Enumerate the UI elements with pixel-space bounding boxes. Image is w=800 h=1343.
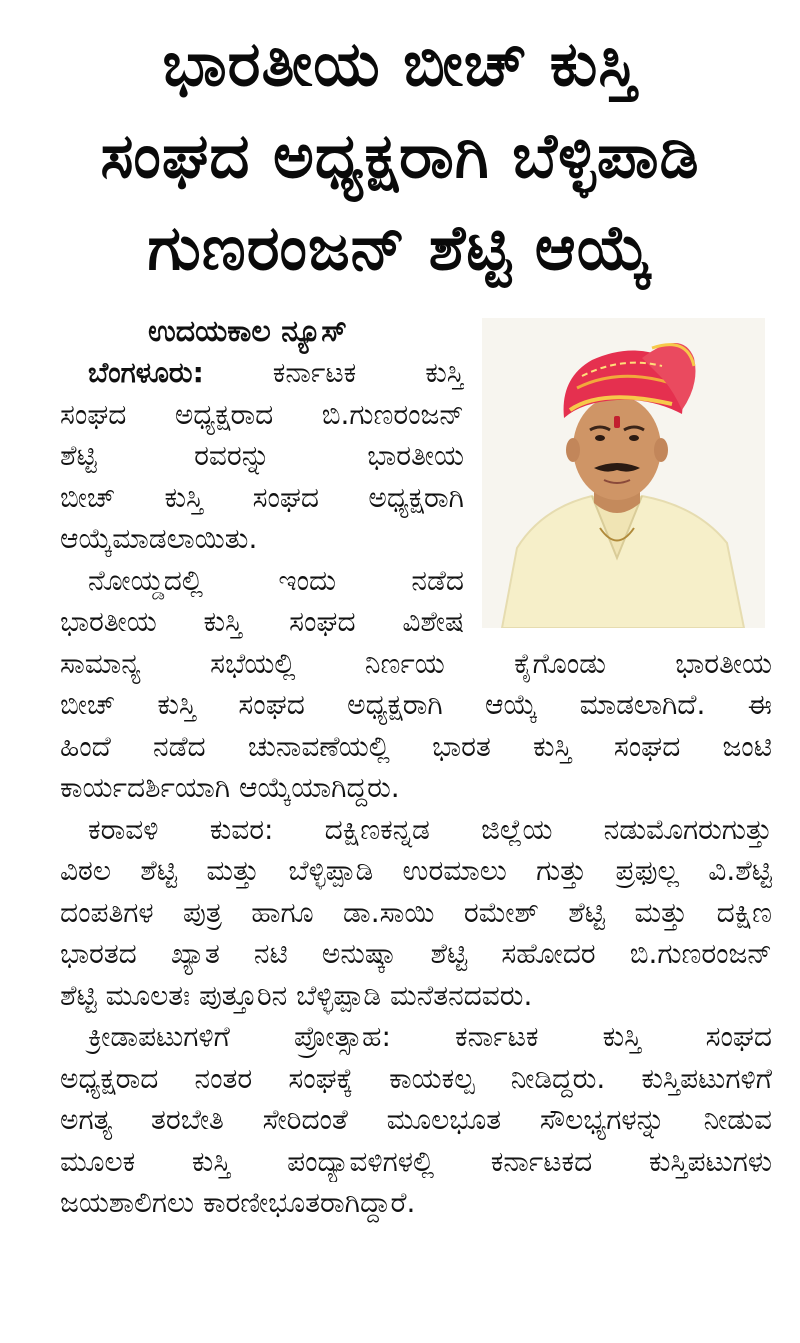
paragraph-line: ಸಾಮಾನ್ಯ ಸಭೆಯಲ್ಲಿ ನಿರ್ಣಯ ಕೈಗೊಂಡು ಭಾರತೀಯ (60, 646, 772, 680)
paragraph-line: ಶೆಟ್ಟಿ ರವರನ್ನು ಭಾರತೀಯ (60, 439, 464, 472)
paragraph-line: ವಿಠಲ ಶೆಟ್ಟಿ ಮತ್ತು ಬೆಳ್ಳಿಪ್ಪಾಡಿ ಉರಮಾಲು ಗುತ್ತು ಪ್ರಫುಲ್ಲ ವಿ.ಶೆಟ್ಟಿ (60, 854, 772, 887)
paragraph-4 (60, 1016, 772, 1224)
paragraph-line: ಜಯಶಾಲಿಗಲು ಕಾರಣೀಭೂತರಾಗಿದ್ದಾರೆ. (60, 1186, 416, 1219)
headline-line-2: ಸಂಘದ ಅಧ್ಯಕ್ಷರಾಗಿ ಬೆಳ್ಳಿಪಾಡಿ (100, 119, 700, 192)
paragraph-line: ಶೆಟ್ಟಿ ಮೂಲತಃ ಪುತ್ತೂರಿನ ಬೆಳ್ಳಿಪ್ಪಾಡಿ ಮನೆತನದವರು. (60, 978, 533, 1012)
paragraph-line (60, 1016, 772, 1058)
paragraph-line: ಆಯ್ಕೆಮಾಡಲಾಯಿತು. (60, 522, 258, 555)
paragraph-line: ಭಾರತೀಯ ಕುಸ್ತಿ ಸಂಘದ ವಿಶೇಷ (60, 605, 464, 638)
line-text: ನೋಯ್ಡದಲ್ಲಿ ಇಂದು ನಡೆದ (88, 563, 464, 597)
paragraph-2 (60, 560, 772, 809)
paragraph-line: ಬೀಚ್ ಕುಸ್ತಿ ಸಂಘದ ಅಧ್ಯಕ್ಷರಾಗಿ (60, 480, 464, 514)
paragraph-line: ಭಾರತದ ಖ್ಯಾತ ನಟಿ ಅನುಷ್ಕಾ ಶೆಟ್ಟಿ ಸಹೋದರ ಬಿ.ಗುಣರಂಜನ್ (60, 937, 772, 970)
paragraph-line (60, 560, 464, 602)
dateline: ಬೆಂಗಳೂರು: (88, 356, 204, 389)
paragraph-line: ಮೂಲಕ ಕುಸ್ತಿ ಪಂದ್ಯಾವಳಿಗಳಲ್ಲಿ ಕರ್ನಾಟಕದ ಕುಸ್ತಿಪಟುಗಳು (60, 1144, 772, 1178)
headline (0, 18, 800, 294)
paragraph-line (60, 352, 464, 394)
paragraph-line: ಅಧ್ಯಕ್ಷರಾದ ನಂತರ ಸಂಘಕ್ಕೆ ಕಾಯಕಲ್ಪ ನೀಡಿದ್ದರು. ಕುಸ್ತಿಪಟುಗಳಿಗೆ (60, 1061, 772, 1095)
headline-line-3: ಗುಣರಂಜನ್ ಶೆಟ್ಟಿ ಆಯ್ಕೆ (147, 211, 653, 284)
paragraph-line: ದಂಪತಿಗಳ ಪುತ್ರ ಹಾಗೂ ಡಾ.ಸಾಯಿ ರಮೇಶ್ ಶೆಟ್ಟಿ ಮತ್ತು ದಕ್ಷಿಣ (60, 895, 772, 929)
paragraph-line: ಬೀಚ್ ಕುಸ್ತಿ ಸಂಘದ ಅಧ್ಯಕ್ಷರಾಗಿ ಆಯ್ಕೆ ಮಾಡಲಾಗಿದೆ. ಈ (60, 688, 772, 721)
article-body (60, 352, 772, 1224)
paragraph-line: ಹಿಂದೆ ನಡೆದ ಚುನಾವಣೆಯಲ್ಲಿ ಭಾರತ ಕುಸ್ತಿ ಸಂಘದ ಜಂಟಿ (60, 729, 772, 763)
paragraph-1 (60, 352, 772, 560)
line-text: ಕ್ರೀಡಾಪಟುಗಳಿಗೆ ಪ್ರೋತ್ಸಾಹ: ಕರ್ನಾಟಕ ಕುಸ್ತಿ ಸಂಘದ (88, 1020, 772, 1053)
paragraph-line: ಕಾರ್ಯದರ್ಶಿಯಾಗಿ ಆಯ್ಕೆಯಾಗಿದ್ದರು. (60, 771, 400, 804)
line-text: ಕರ್ನಾಟಕ ಕುಸ್ತಿ (272, 356, 464, 389)
paragraph-line (60, 809, 772, 851)
headline-line-1: ಭಾರತೀಯ ಬೀಚ್ ಕುಸ್ತಿ (162, 27, 638, 100)
paragraph-line: ಸಂಘದ ಅಧ್ಯಕ್ಷರಾದ ಬಿ.ಗುಣರಂಜನ್ (60, 397, 464, 431)
paragraph-line: ಅಗತ್ಯ ತರಬೇತಿ ಸೇರಿದಂತೆ ಮೂಲಭೂತ ಸೌಲಭ್ಯಗಳನ್ನು ನೀಡುವ (60, 1103, 772, 1136)
paragraph-3 (60, 809, 772, 1017)
byline: ಉದಯಕಾಲ ನ್ಯೂಸ್ (148, 314, 347, 349)
line-text: ಕರಾವಳಿ ಕುವರ: ದಕ್ಷಿಣಕನ್ನಡ ಜಿಲ್ಲೆಯ ನಡುಮೊಗರುಗುತ್ತು (88, 812, 772, 846)
